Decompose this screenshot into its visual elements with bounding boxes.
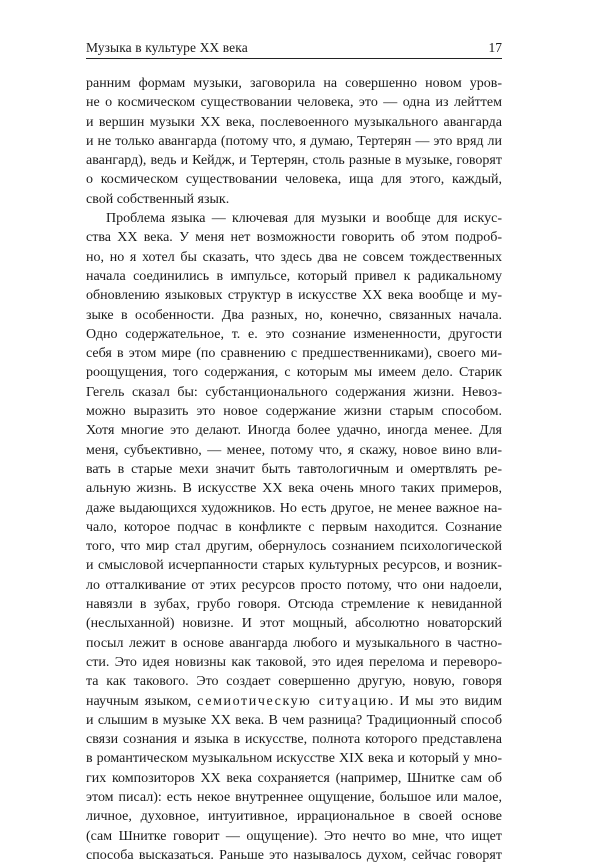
text-line: обновлению языковых структур в искусстве XX века вообще и му- bbox=[86, 288, 502, 304]
body-text bbox=[86, 74, 502, 865]
text-segment: . И мы это видим bbox=[389, 693, 502, 709]
text-line: меня, субъективно, — менее, потому что, я скажу, новое вино вли- bbox=[86, 442, 502, 458]
text-line: альную жизнь. В искусстве XX века очень много таких примеров, bbox=[86, 481, 502, 497]
text-line: себя в этом мире (по сравнению с предшественниками), своего ми- bbox=[86, 346, 502, 362]
text-line: этом писал): есть некое внутреннее ощущение, большое или малое, bbox=[86, 789, 502, 805]
text-line: сти. Это идея новизны как таковой, это идея перелома и переворо- bbox=[86, 654, 502, 670]
text-line: но, но я хотел бы сказать, что здесь два не совсем тождественных bbox=[86, 249, 502, 265]
text-line: не о космическом существовании человека, это — одна из лейттем bbox=[86, 95, 502, 111]
text-line: та как такового. Это создает совершенно другую, новую, говоря bbox=[86, 674, 502, 690]
text-line: (неслыханной) новизне. И этот мощный, абсолютно новаторский bbox=[86, 616, 502, 632]
text-line: авангард), ведь и Кейдж, и Тертерян, столь разные в музыке, говорят bbox=[86, 153, 502, 169]
text-line: и не только авангарда (потому что, я думаю, Тертерян — это вряд ли bbox=[86, 133, 502, 149]
text-line: можно выразить это новое содержание жизни старым способом. bbox=[86, 404, 502, 420]
text-line: ранним формам музыки, заговорила на совершенно новом уров- bbox=[86, 76, 502, 91]
text-line: способа высказаться. Раньше это называлось духом, сейчас говорят bbox=[86, 847, 502, 863]
text-line: Гегель сказал бы: субстанционального содержания жизни. Невоз- bbox=[86, 384, 502, 400]
text-line: в романтическом музыкальном искусстве XIX века и который у мно- bbox=[86, 751, 502, 767]
text-line: ло отталкивание от этих ресурсов просто потому, что они надоели, bbox=[86, 577, 502, 593]
text-line: ства XX века. У меня нет возможности говорить об этом подроб- bbox=[86, 230, 502, 246]
text-line: свой собственный язык. bbox=[86, 191, 230, 207]
text-line: Одно содержательное, т. е. это сознание измененности, другости bbox=[86, 326, 502, 342]
page-number: 17 bbox=[488, 40, 502, 55]
text-line: и смысловой исчерпанности старых культурных ресурсов, и возник- bbox=[86, 558, 502, 574]
text-segment: научным языком, bbox=[86, 693, 192, 709]
page-header bbox=[86, 34, 502, 59]
text-line: посыл лежит в основе авангарда любого и музыкального в частно- bbox=[86, 635, 502, 651]
text-line: навязли в зубах, грубо говоря. Отсюда стремление к невиданной bbox=[86, 597, 502, 613]
text-line: и вершин музыки XX века, послевоенного музыкального авангарда bbox=[86, 114, 502, 130]
text-line: вать в старые мехи значит быть тавтологичным и омертвлять ре- bbox=[86, 461, 502, 477]
text-line: зыке в особенности. Два разных, но, конечно, связанных начала. bbox=[86, 307, 502, 323]
text-line: роощущения, того содержания, с которым мы имеем дело. Старик bbox=[86, 365, 502, 381]
text-line: связи сознания и языка в искусстве, полнота которого представлена bbox=[86, 732, 502, 748]
emphasized-phrase: семиотическую ситуацию bbox=[197, 693, 390, 709]
text-line: начала соединились в импульсе, который привел к радикальному bbox=[86, 268, 502, 284]
text-line: о космическом существовании человека, ища для этого, каждый, bbox=[86, 172, 502, 188]
text-line bbox=[86, 692, 502, 711]
text-line: чало, которое подчас в конфликте с первым находится. Сознание bbox=[86, 519, 502, 535]
text-line: личное, духовное, интуитивное, иррациональное в своей основе bbox=[86, 809, 502, 825]
text-line: того, что мир стал другим, обернулось сознанием психологической bbox=[86, 539, 502, 555]
text-line: Проблема языка — ключевая для музыки и вообще для искус- bbox=[106, 211, 502, 227]
text-line: (сам Шнитке говорит — ощущение). Это нечто во мне, что ищет bbox=[86, 828, 502, 844]
text-line: Хотя многие это делают. Иногда более удачно, иногда менее. Для bbox=[86, 423, 502, 439]
running-title: Музыка в культуре XX века bbox=[86, 40, 248, 55]
text-line: и слышим в музыке XX века. В чем разница? Традиционный способ bbox=[86, 712, 502, 728]
text-line: даже выдающихся художников. Но есть другое, не менее важное на- bbox=[86, 500, 502, 516]
text-line: гих композиторов XX века сохраняется (например, Шнитке сам об bbox=[86, 770, 502, 786]
